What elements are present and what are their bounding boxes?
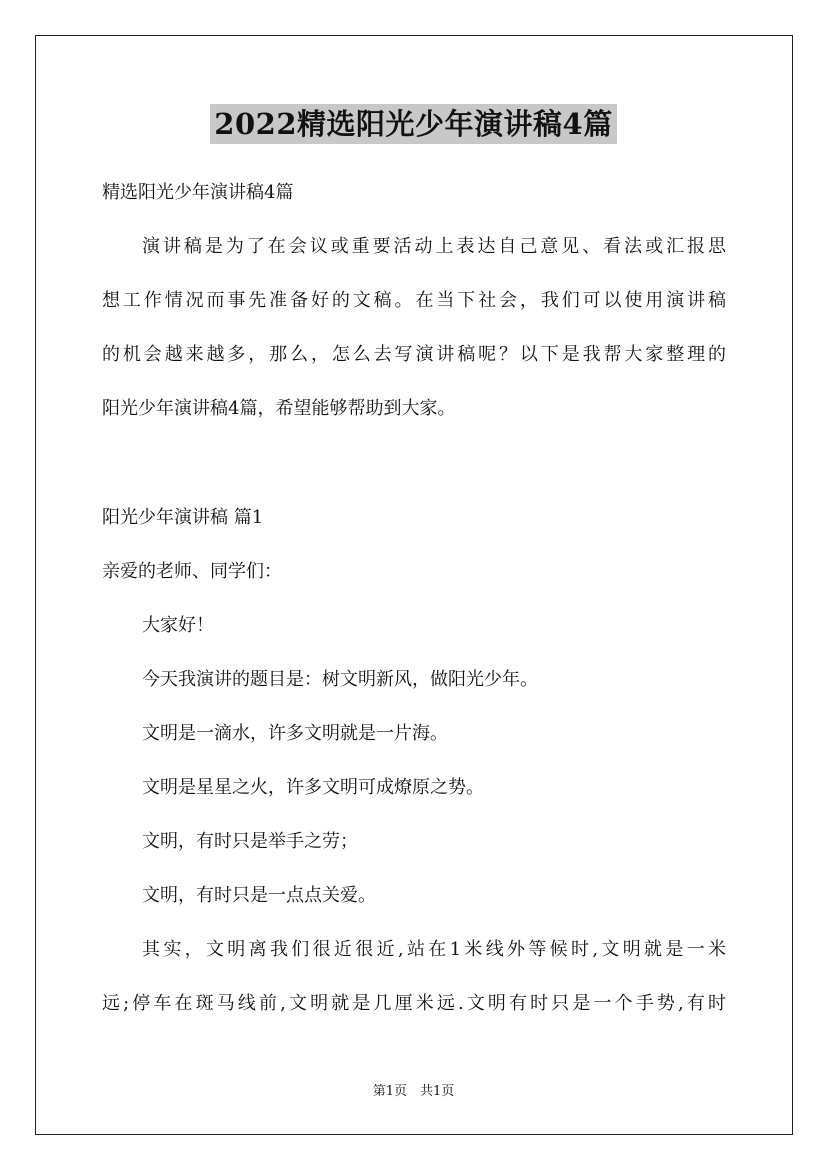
intro-line-4: 阳光少年演讲稿4篇，希望能够帮助到大家。	[102, 398, 456, 419]
last-paragraph-line-2: 远;停车在斑马线前,文明就是几厘米远.文明有时只是一个手势,有时	[102, 993, 726, 1014]
paragraph-1: 大家好！	[142, 615, 214, 636]
page-number: 第1页 共1页	[372, 1084, 455, 1099]
intro-line-1: 演讲稿是为了在会议或重要活动上表达自己意见、看法或汇报思	[142, 236, 726, 257]
section-heading: 阳光少年演讲稿 篇1	[102, 507, 264, 528]
paragraph-3: 文明是一滴水，许多文明就是一片海。	[142, 723, 448, 744]
paragraph-4: 文明是星星之火，许多文明可成燎原之势。	[142, 777, 484, 798]
salutation: 亲爱的老师、同学们：	[102, 561, 282, 582]
intro-line-2: 想工作情况而事先准备好的文稿。在当下社会，我们可以使用演讲稿	[102, 290, 726, 311]
title-container	[0, 104, 827, 144]
last-paragraph-line-1: 其实，文明离我们很近很近,站在1米线外等候时,文明就是一米	[142, 939, 726, 960]
document-title: 2022精选阳光少年演讲稿4篇	[210, 104, 616, 144]
paragraph-5: 文明，有时只是举手之劳；	[142, 831, 358, 852]
intro-line-3: 的机会越来越多，那么，怎么去写演讲稿呢？以下是我帮大家整理的	[102, 344, 726, 365]
paragraph-2: 今天我演讲的题目是：树文明新风，做阳光少年。	[142, 669, 538, 690]
document-subtitle: 精选阳光少年演讲稿4篇	[102, 182, 294, 203]
paragraph-6: 文明，有时只是一点点关爱。	[142, 885, 376, 906]
